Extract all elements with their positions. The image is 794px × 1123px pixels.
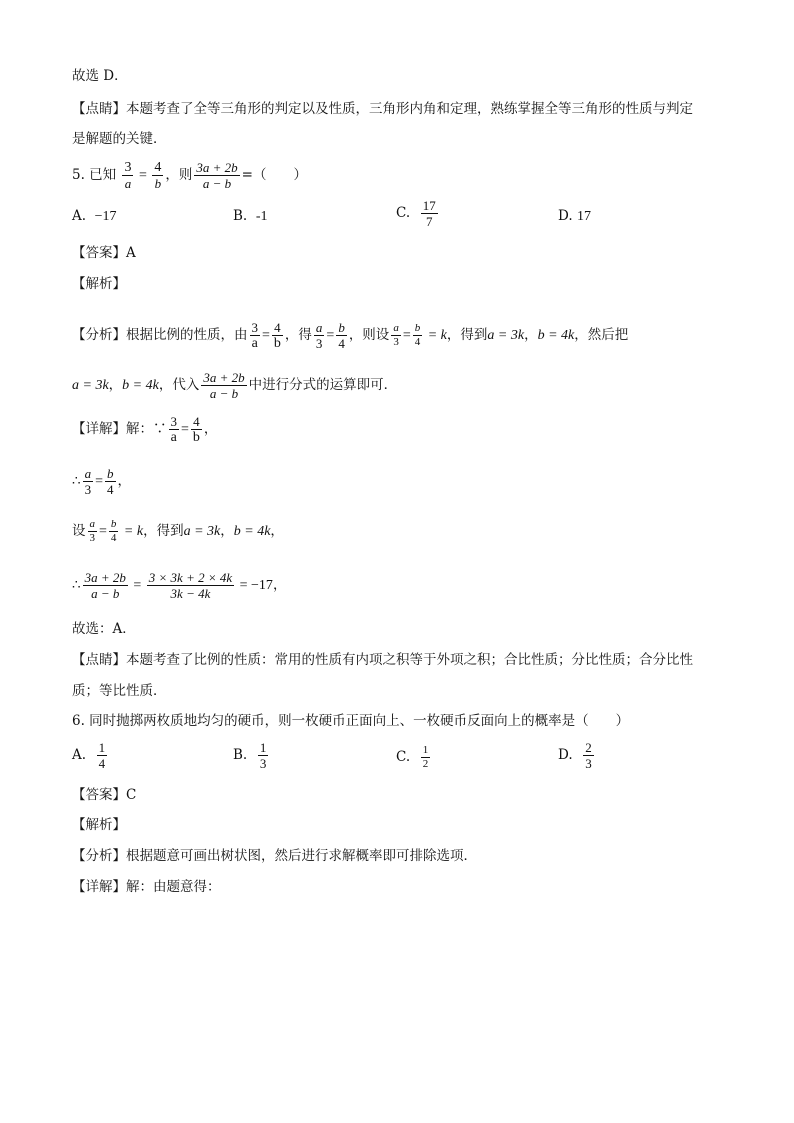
fraction: $\frac{b}{4}$ (107, 466, 114, 497)
q5-option-c: C. $\frac{17}{7}$ (396, 198, 436, 229)
fraction: $\frac{2}{3}$ (585, 740, 592, 771)
q6-option-a: A. $\frac{1}{4}$ (72, 740, 106, 771)
q5-stem: 5. 已知 $\frac{3}{a}$ = $\frac{4}{b}$ ，则 $\frac{3a + 2b}{a - b}$ =（ ） (72, 160, 307, 191)
comment-line-2: 是解题的关键． (72, 131, 167, 147)
q5-option-a: A. −17 (72, 208, 117, 224)
q5-option-d: D. 17 (558, 208, 591, 224)
fraction: $\frac{a}{3}$ (84, 466, 92, 497)
fraction: $\frac{1}{2}$ (422, 744, 429, 770)
q6-option-d: D. $\frac{2}{3}$ (558, 740, 592, 771)
q5-analysis-line-2: a = 3k，b = 4k，代入 $\frac{3a + 2b}{a - b}$ 中进行分式的运算即可． (72, 370, 398, 401)
conclusion-line: 故选 D． (72, 68, 128, 84)
q6-option-b: B. $\frac{1}{3}$ (233, 740, 267, 771)
q5-conclusion: 故选：A． (72, 621, 136, 637)
fraction: $\frac{3 \times 3k + 2 \times 4k}{3k - 4k}$ (148, 570, 233, 601)
q6-detail: 【详解】解：由题意得： (72, 879, 221, 895)
fraction: $\frac{3}{a}$ (124, 160, 132, 191)
q5-analysis-line-1: 【分析】根据比例的性质，由 $\frac{3}{a}$ = $\frac{4}{b}$ ，得 $\frac{a}{3}$ = $\frac{b}{4}$ ，则设 $\frac{a}{3}$ = $\frac{b}{4}$ = k，得到a = 3k，b = 4k，然后把 (72, 320, 629, 351)
q5-option-b: B. -1 (233, 208, 268, 224)
q6-analysis: 【分析】根据题意可画出树状图，然后进行求解概率即可排除选项． (72, 848, 477, 864)
q5-answer: 【答案】A (72, 245, 136, 261)
fraction: $\frac{3a + 2b}{a - b}$ (84, 570, 126, 601)
fraction: $\frac{b}{4}$ (414, 322, 421, 348)
fraction: $\frac{3}{a}$ (170, 414, 177, 445)
q5-comment-line-2: 质；等比性质． (72, 683, 167, 699)
q5-detail-line-3: 设 $\frac{a}{3}$ = $\frac{b}{4}$ = k，得到a = 3k，b = 4k， (72, 518, 284, 544)
fraction: $\frac{b}{4}$ (338, 320, 345, 351)
fraction: $\frac{17}{7}$ (422, 198, 436, 229)
fraction: $\frac{3}{a}$ (251, 320, 258, 351)
fraction: $\frac{a}{3}$ (315, 320, 323, 351)
q5-comment-line-1: 【点睛】本题考查了比例的性质：常用的性质有内项之积等于外项之积；合比性质；分比性质；合分比性 (72, 652, 693, 668)
q6-answer: 【答案】C (72, 787, 137, 803)
q5-detail-line-4: ∴ $\frac{3a + 2b}{a - b}$ = $\frac{3 \times 3k + 2 \times 4k}{3k - 4k}$ = −17， (72, 570, 287, 601)
q5-detail-line-1: 【详解】解：∵ $\frac{3}{a}$ = $\frac{4}{b}$ ， (72, 414, 218, 445)
q5-analysis-heading: 【解析】 (72, 276, 126, 292)
fraction: $\frac{1}{3}$ (259, 740, 267, 771)
fraction: $\frac{4}{b}$ (192, 414, 200, 445)
fraction: $\frac{4}{b}$ (154, 160, 162, 191)
comment-line-1: 【点睛】本题考查了全等三角形的判定以及性质，三角形内角和定理，熟练掌握全等三角形的性质与判定 (72, 101, 693, 117)
q6-analysis-heading: 【解析】 (72, 817, 126, 833)
fraction: $\frac{4}{b}$ (273, 320, 281, 351)
q6-option-c: C. $\frac{1}{2}$ (396, 744, 429, 770)
fraction: $\frac{a}{3}$ (393, 322, 399, 348)
fraction: $\frac{3a + 2b}{a - b}$ (203, 370, 245, 401)
fraction: $\frac{1}{4}$ (98, 740, 106, 771)
fraction: $\frac{b}{4}$ (110, 518, 117, 544)
fraction: $\frac{3a + 2b}{a - b}$ (196, 160, 238, 191)
q5-detail-line-2: ∴ $\frac{a}{3}$ = $\frac{b}{4}$ ， (72, 466, 131, 497)
fraction: $\frac{a}{3}$ (89, 518, 95, 544)
q6-stem: 6. 同时抛掷两枚质地均匀的硬币，则一枚硬币正面向上、一枚硬币反面向上的概率是（ ） (72, 713, 630, 729)
